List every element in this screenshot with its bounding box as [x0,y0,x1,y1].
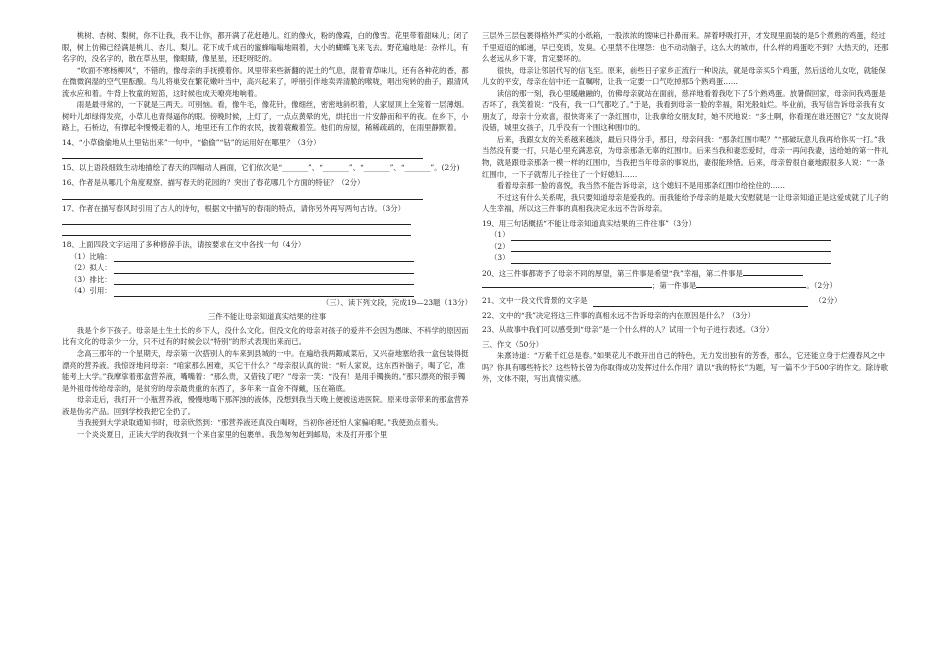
question-23: 23、从故事中我们可以感受到“母亲”是一个什么样的人？试用一个句子进行表述。（3分） [482,325,774,335]
q19-item [482,241,892,253]
essay-paragraph: 一个炎炎夏日，正读大学的我收到一个来自家里的包裹单。我急匆匆赶到邮局，未及打开那个里 [76,429,388,439]
question-20-text: 20、这三件事都寄予了母亲不同的厚望，第三件事是希望“我”幸福，第二件事是 [482,268,743,278]
question-20-cont [482,279,892,292]
essay-paragraph: 读信的那一刻，我心里暖融融的，仿佛母亲就站在面前，慈祥地看着我吃下了5个熟鸡蛋。放暑假回家，母亲问我鸡蛋是否坏了，我笑着说：“没有，我一口气都吃了。”于是，我看到母亲一脸的幸福，阳光般灿烂。毕业前，我写信告诉母亲我有女朋友了，母亲十分欢喜，很快寄来了一条红围巾，让我拿给女朋友时，她不厌地说：“多土啊，你看现在谁还围它？”女友说得没错，城里女孩子，几乎没有一个围这种围巾的。 [482,88,889,133]
essay-paragraph: 三层外三层包裹得格外严实的小纸箱，一股浓浓的馊味已扑鼻而来。屏着呼吸打开，才发现里面装的是5个煮熟的鸡蛋，经过千里迢迢的邮递，早已变质，发臭。心里禁不住埋怨：也不动动脑子，这么大的城市，什么样的鸡蛋吃不到？大热天的，还那么老远从乡下寄，肯定要坏的。 [482,31,889,64]
essay-paragraph: 后来，我跟女友的关系越来越淡，最后只得分手，那日，母亲问我：“那条红围巾呢？”“那破玩意儿我再给你买一打。”我当然没有要一打，只是心里充满悲哀，为母亲那条无辜的红围巾。后来当我和妻恋爱时，母亲一再问我妻，送给她的第一件礼物，就是跟母亲那条一模一样的红围巾，当我把当年母亲的事说出，妻很能珍惜。后来，母亲曾很自豪地跟很多人说：“一条红围巾，一下子就帮儿子拴住了一个好媳妇…… [482,134,889,179]
question-21 [482,295,892,307]
answer-line[interactable] [62,148,423,159]
left-column [62,30,472,440]
answer-line[interactable] [511,253,831,264]
question-22: 22、文中的“我”决定将这三件事的真相永远不告诉母亲的内在原因是什么？（3分） [482,310,755,320]
section-composition-heading: 三、作文（50分） [482,339,544,349]
q19-item [482,229,892,241]
question-20-text: ；第一件事是 [652,281,697,291]
answer-line[interactable] [114,274,414,285]
section-3-heading: （三）、读下列文段，完成19—23题（13分） [321,297,472,307]
passage-paragraph: “吹面不寒杨柳风”，不错的，像母亲的手抚摸着你。风里带来些新翻的泥土的气息，混着青草味儿，还有各种花的香，都在微微润湿的空气里酝酿。鸟儿将巢安在繁花嫩叶当中，高兴起来了，呼朋引伴地卖弄清脆的喉咙，唱出宛转的曲子，跟清风流水应和着。牛背上牧童的短笛，这时候也成天嘹亮地响着。 [62,65,469,98]
essay-paragraph: 不过这有什么关系呢，我只要知道母亲是爱我的。而我能给予母亲的是最大安慰就是一让母亲知道正是这爱成就了儿子的人生幸福，所以这三件事的真相我决定永远不告诉母亲。 [482,192,889,214]
question-21-text: 21、文中一段文代背景的文字是 [482,296,588,306]
answer-line[interactable] [743,267,803,276]
essay-paragraph: 念高三那年的一个星期天，母亲第一次搭别人的车来到县城的一中。在遍给我两鋷咸菜后，又兴奋地塞给我一盒包装得挺漂亮的营养液。我惊讶地问母亲：“咱家那么困难，买它干什么？”母亲很认真的说：“听人家说，这东西补脑子，喝了它，准能考上大学。”我摩挲着那盒营养液，嘴嘴着：“那么贵，又借钱了吧？”母亲一笑：“没有！是用手镯换的。”那只漂亮的银手镯是外祖母传给母亲的，是贫穷的母亲最贵重的东西了，多年来一直舍不得戴，压在箱底。 [62,349,469,393]
composition-prompt: 朱熹诗道：“万紫千红总是春。”如果花儿不敢开出自己的特色，无力发出独有的芳香，那么，它还能立身于烂漫春风之中吗？你具有哪些特长？这些特长曾为你取得成功发挥过什么作用？请以“我的特长”为题，写一篇不少于500字的作文。除诗歌外，文体不限，写出真情实感。 [482,351,888,384]
question-19: 19、用三句话概括“不能让母亲知道真实结果的三件往事”（3分） [482,218,696,228]
answer-line[interactable] [114,263,414,274]
essay-paragraph: 我是个乡下孩子。母亲是土生土长的乡下人，没什么文化。但没文化的母亲对孩子的爱并不会因为愚昧、不科学的原因而比有文化的母亲少一分，只不过有的时候会以“特别”的形式表现出来而已。 [62,325,469,347]
q19-item-label: （3） [490,253,510,263]
answer-line[interactable] [511,241,831,252]
essay-paragraph: 当我接到大学录取通知书时，母亲欣然到：“那营养液还真没白喝呀，当初你爸还怕人家骗咱呢。”我使劲点着头。 [76,418,443,428]
q18-item [62,251,472,263]
passage-paragraph: 雨是最寻常的，一下就是三两天。可别恼。看，像牛毛，像花针，像细丝，密密地斜织着，人家屋顶上全笼着一层薄烟。树叶儿却绿得发亮，小草儿也青得逼你的眼。傍晚时候，上灯了，一点点黄晕的光，烘托出一片安静而和平的夜。在乡下，小路上，石桥边，有撑起伞慢慢走着的人，地里还有工作的农民，披着蓑戴着笠。他们的房屋，稀稀疏疏的，在雨里静默着。 [62,100,469,133]
essay-title: 三件不能让母亲知道真实结果的往事 [207,312,327,322]
q18-item-label: （4）引用： [70,286,112,296]
essay-paragraph: 看着母亲那一脸的喜悦，我当然不能告诉母亲，这个媳妇不是用那条红围巾给拴住的…… [496,181,786,191]
question-17: 17、作者在描写春风时引用了古人的诗句，根据文中描写的春雨的特点，请你另外再写两句古诗。（3分） [62,203,405,213]
q19-item-label: （1） [490,230,510,240]
q18-item [62,274,472,286]
question-20 [482,267,892,280]
question-20-score: 。（2分） [806,281,837,291]
answer-line[interactable] [62,225,411,236]
answer-line[interactable] [696,279,806,288]
q19-item-label: （2） [490,241,510,251]
q18-item-label: （1）比喻： [70,251,112,261]
right-column [482,30,892,385]
answer-line[interactable] [593,298,808,307]
q18-item [62,285,472,297]
question-15: 15、以上语段细致生动地描绘了春天的四幅动人画面，它们依次是“_______”、“_______”、“_______”、“_______”。(2分) [62,163,460,173]
answer-line[interactable] [114,286,414,297]
question-14: 14、“小草偷偷地从土里钻出来”一句中，“偷偷”“钻”的运用好在哪里？（3分） [62,137,321,147]
essay-paragraph: 母亲走后，我打开一小瓶营养液，慢慢地喝下那浑浊的液体，没想到我当天晚上便被送进医院。原来母亲带来的那盒营养液是伪劣产品。回到学校我把它全扔了。 [62,395,469,416]
essay-paragraph: 很快，母亲让邻居代写的信飞至。原来，前些日子家乡正流行一种说法，就是母亲买5个鸡蛋，然后送给儿女吃，就能保儿女的平安，母亲在信中还一直嘱咐，让我一定要一口气吃掉那5个熟鸡蛋…… [482,65,886,87]
q18-item-label: （2）拟人： [70,263,112,273]
question-16: 16、作者是从哪几个角度观察、描写春天的花园的？突出了春花哪几个方面的特征？（2分） [62,178,365,188]
question-21-score: （2分） [814,296,842,306]
answer-line[interactable] [62,214,411,225]
answer-line[interactable] [62,189,423,200]
q19-item [482,252,892,264]
answer-line[interactable] [114,251,414,262]
question-18: 18、上面四段文字运用了多种修辞手法，请按要求在文中各找一句（4分） [62,240,306,250]
passage-paragraph: 桃树、杏树、梨树，你不让我，我不让你，都开满了花赶趟儿。红的像火，粉的像霞，白的像雪。花里带着甜味儿；闭了眼，树上仿佛已经满是桃儿、杏儿、梨儿。花下成千成百的蜜蜂嗡嗡地闹着，大小的蝴蝶飞来飞去。野花遍地是：杂样儿，有名字的，没名字的，散在草丛里，像眼睛，像星星，还眨呀眨的。 [62,31,469,64]
answer-line[interactable] [482,279,652,288]
q18-item-label: （3）排比： [70,274,112,284]
q18-item [62,262,472,274]
answer-line[interactable] [511,230,831,241]
